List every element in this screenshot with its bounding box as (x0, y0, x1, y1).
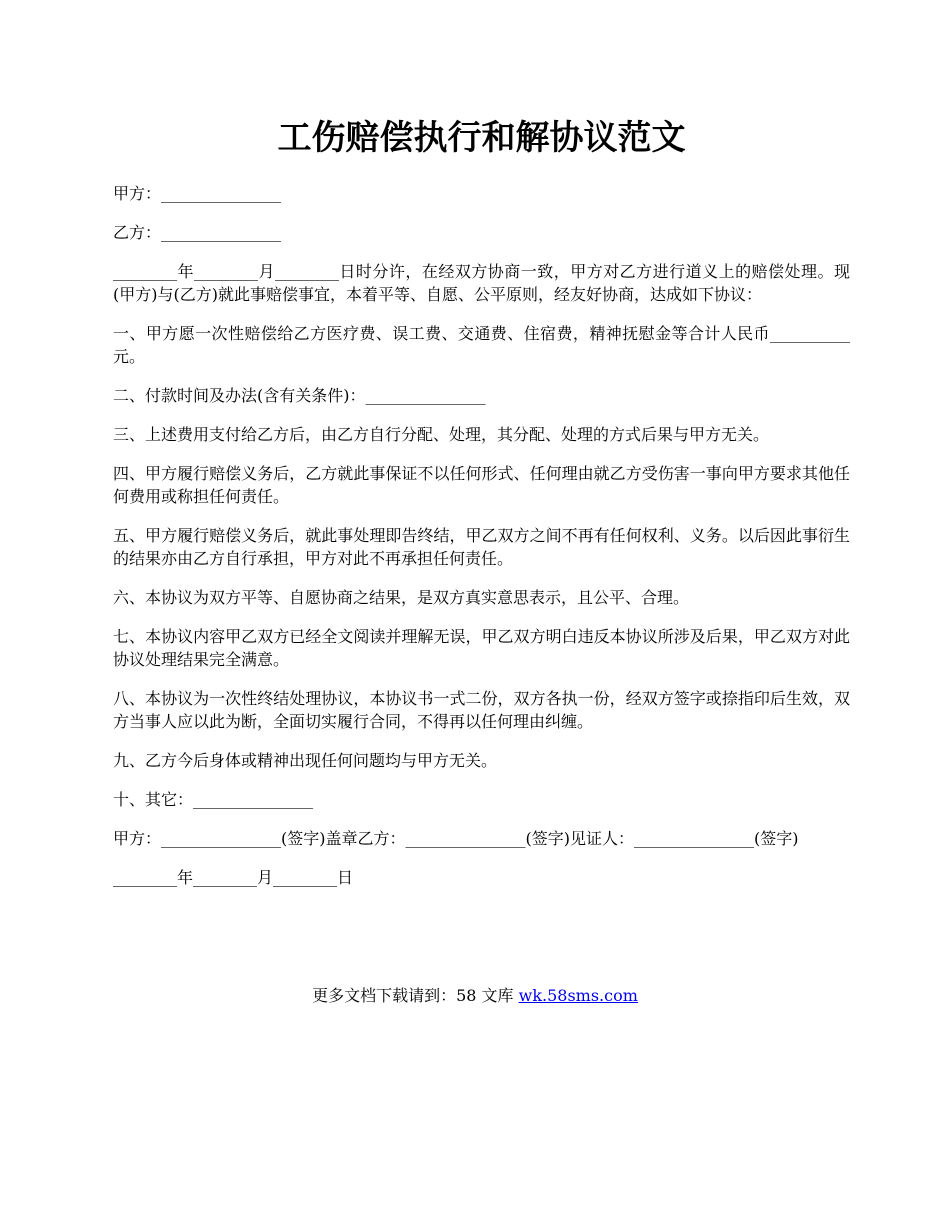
footer-link[interactable]: wk.58sms.com (518, 986, 638, 1005)
preamble-paragraph: ________年________月________日时分许，在经双方协商一致，甲方对乙方进行道义上的赔偿处理。现(甲方)与(乙方)就此事赔偿事宜，本着平等、自愿、公平原则，经友好协商，达成如下协议： (113, 262, 850, 304)
clause-7: 七、本协议内容甲乙双方已经全文阅读并理解无误，甲乙双方明白违反本协议所涉及后果，甲乙双方对此协议处理结果完全满意。 (113, 627, 850, 669)
clause-4: 四、甲方履行赔偿义务后，乙方就此事保证不以任何形式、任何理由就乙方受伤害一事向甲方要求其他任何费用或称担任何责任。 (113, 464, 850, 506)
signature-line: 甲方：_______________(签字)盖章乙方：_______________(签字)见证人：_______________(签字) (113, 829, 799, 848)
party-a-line: 甲方：_______________ (113, 184, 282, 203)
clause-10: 十、其它：_______________ (113, 790, 314, 809)
clause-1: 一、甲方愿一次性赔偿给乙方医疗费、误工费、交通费、住宿费，精神抚慰金等合计人民币__________元。 (113, 324, 850, 366)
clause-9: 九、乙方今后身体或精神出现任何问题均与甲方无关。 (113, 751, 498, 770)
clause-5: 五、甲方履行赔偿义务后，就此事处理即告终结，甲乙双方之间不再有任何权利、义务。以后因此事衍生的结果亦由乙方自行承担，甲方对此不再承担任何责任。 (113, 526, 850, 568)
clause-3: 三、上述费用支付给乙方后，由乙方自行分配、处理，其分配、处理的方式后果与甲方无关。 (113, 425, 770, 444)
document-title: 工伤赔偿执行和解协议范文 (277, 118, 686, 158)
download-footer (0, 985, 950, 1007)
date-line: ________年________月________日 (113, 868, 354, 887)
clause-2: 二、付款时间及办法(含有关条件)：_______________ (113, 386, 486, 405)
footer-text: 更多文档下载请到：58 文库 (312, 986, 519, 1005)
party-b-line: 乙方：_______________ (113, 223, 282, 242)
clause-6: 六、本协议为双方平等、自愿协商之结果，是双方真实意思表示，且公平、合理。 (113, 588, 690, 607)
document-body (113, 182, 850, 889)
clause-8: 八、本协议为一次性终结处理协议，本协议书一式二份，双方各执一份，经双方签字或捺指印后生效，双方当事人应以此为断，全面切实履行合同，不得再以任何理由纠缠。 (113, 689, 850, 731)
